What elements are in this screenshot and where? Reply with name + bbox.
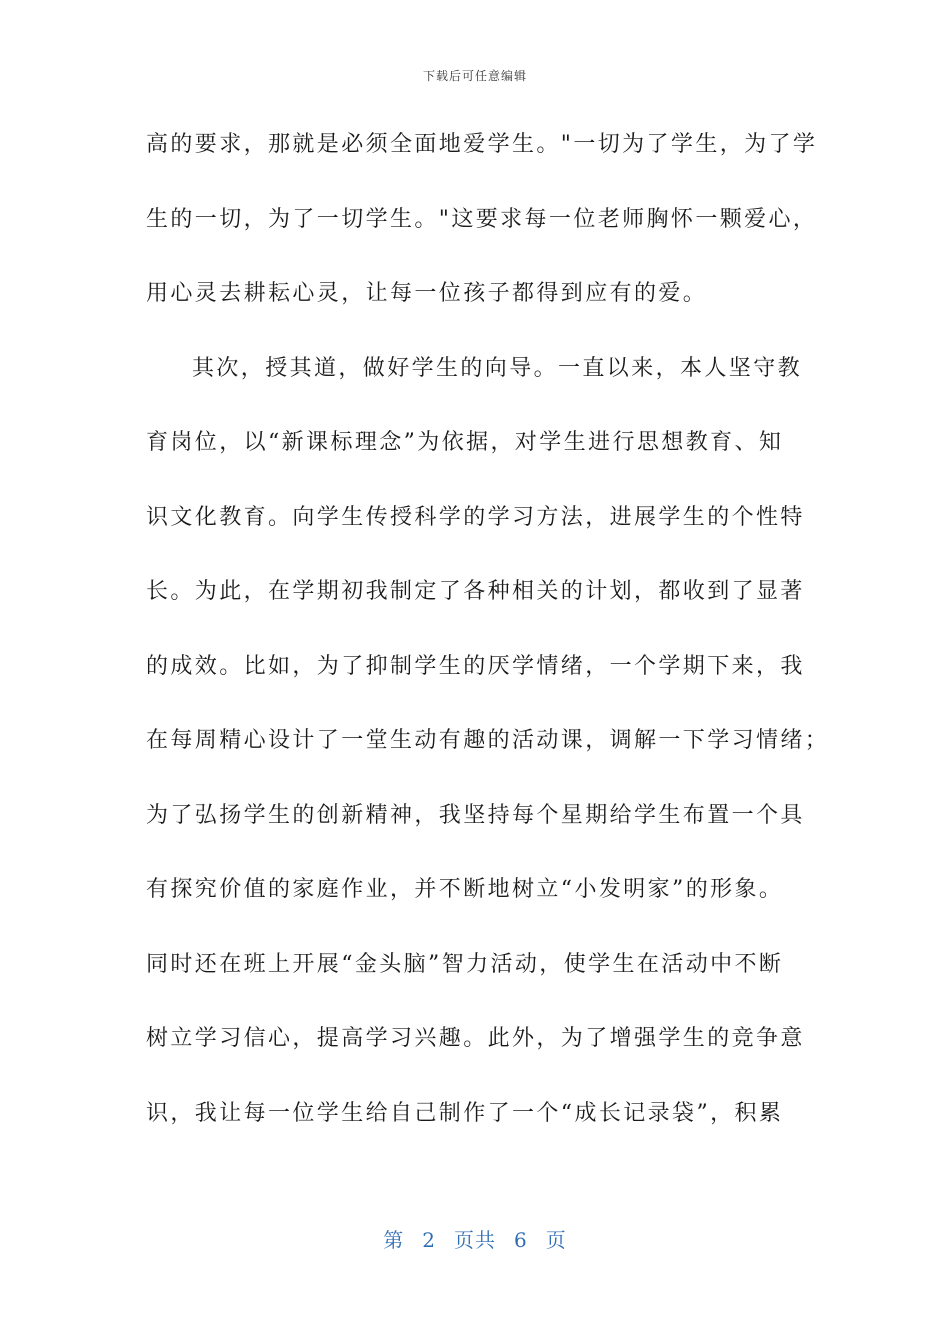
text-line: 同时还在班上开展“金头脑”智力活动，使学生在活动中不断 (146, 951, 784, 977)
page-footer (0, 1224, 950, 1253)
footer-middle: 页共 (454, 1228, 496, 1252)
text-line: 在每周精心设计了一堂生动有趣的活动课，调解一下学习情绪； (146, 728, 830, 753)
text-line: 用心灵去耕耘心灵，让每一位孩子都得到应有的爱。 (146, 281, 708, 306)
text-line: 长。为此，在学期初我制定了各种相关的计划，都收到了显著 (146, 579, 805, 604)
total-page-number: 6 (514, 1228, 528, 1252)
current-page-number: 2 (422, 1228, 436, 1252)
footer-suffix: 页 (545, 1228, 567, 1252)
text-line: 有探究价值的家庭作业，并不断地树立“小发明家”的形象。 (146, 877, 784, 902)
text-line: 识，我让每一位学生给自己制作了一个“成长记录袋”，积累 (146, 1100, 784, 1126)
text-line: 树立学习信心，提高学习兴趣。此外，为了增强学生的竞争意 (146, 1026, 805, 1051)
page-header: 下载后可任意编辑 (422, 69, 527, 83)
document-body (146, 108, 830, 1151)
text-line: 育岗位，以“新课标理念”为依据，对学生进行思想教育、知 (146, 430, 784, 455)
text-line: 生的一切，为了一切学生。"这要求每一位老师胸怀一颗爱心， (146, 206, 818, 232)
footer-prefix: 第 (383, 1228, 405, 1252)
text-line: 为了弘扬学生的创新精神，我坚持每个星期给学生布置一个具 (146, 802, 805, 828)
text-line: 识文化教育。向学生传授科学的学习方法，进展学生的个性特 (146, 504, 805, 530)
paragraph-start-line: 其次，授其道，做好学生的向导。一直以来，本人坚守教 (192, 355, 803, 381)
text-line: 高的要求，那就是必须全面地爱学生。"一切为了学生，为了学 (146, 132, 818, 157)
text-line: 的成效。比如，为了抑制学生的厌学情绪，一个学期下来，我 (146, 653, 805, 679)
